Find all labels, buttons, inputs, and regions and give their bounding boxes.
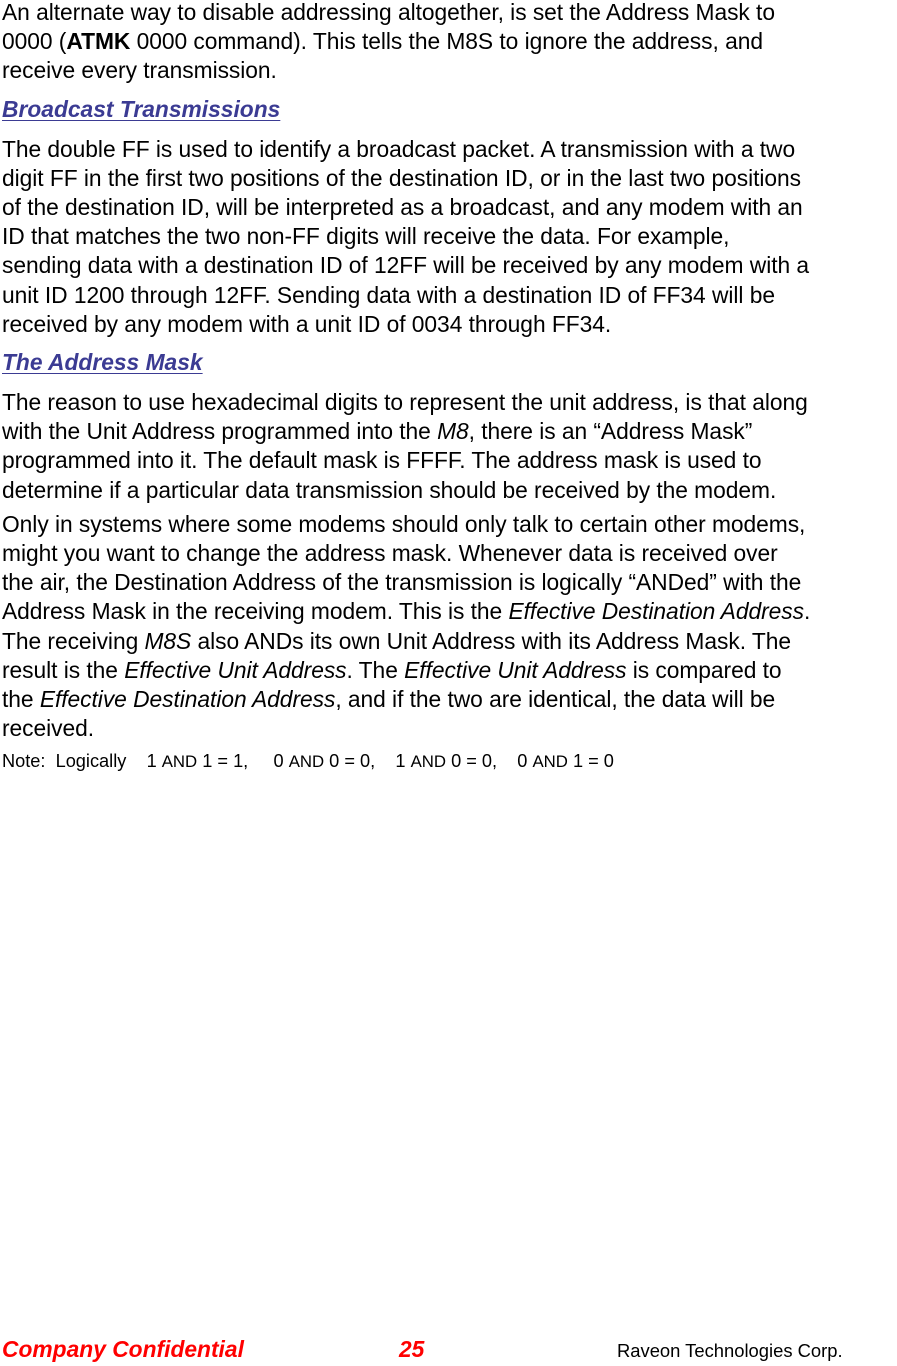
footer-company-name: Raveon Technologies Corp. (617, 1340, 843, 1361)
intro-line-3: receive every transmission. (2, 57, 277, 84)
intro-line-1: An alternate way to disable addressing altogether, is set the Address Mask to (2, 0, 775, 25)
mask2-line-6c: is compared to (626, 656, 782, 683)
note-expr-2b: 0 = 0, (324, 751, 396, 772)
document-body (2, 0, 897, 774)
mask2-line-7b: , and if the two are identical, the data will be (335, 686, 776, 713)
page-footer (0, 1336, 897, 1366)
mask2-line-8: received. (2, 715, 95, 742)
note-expr-3a: 1 (395, 751, 411, 772)
mask1-line-4: determine if a particular data transmission should be received by the modem. (2, 476, 777, 503)
mask2-line-2: might you want to change the address mask. Whenever data is received over (2, 540, 778, 567)
paragraph-broadcast (2, 135, 897, 339)
note-op-1: AND (161, 752, 198, 772)
broadcast-line-4: ID that matches the two non-FF digits will receive the data. For example, (2, 223, 730, 250)
note-op-2: AND (288, 752, 325, 772)
mask1-line-3: programmed into it. The default mask is FFFF. The address mask is used to (2, 447, 762, 474)
broadcast-line-1: The double FF is used to identify a broadcast packet. A transmission with a two (2, 135, 796, 162)
mask2-line-7a: the (2, 686, 40, 713)
note-prefix: Note: Logically (2, 751, 147, 772)
heading-broadcast-transmissions: Broadcast Transmissions (2, 95, 281, 122)
m8-italic: M8 (437, 418, 469, 445)
mask2-line-3: the air, the Destination Address of the transmission is logically “ANDed” with the (2, 569, 802, 596)
mask1-line-2a: with the Unit Address programmed into the (2, 418, 438, 445)
effective-unit-address-italic-2: Effective Unit Address (404, 656, 627, 683)
note-expr-4a: 0 (517, 751, 533, 772)
effective-destination-address-italic: Effective Destination Address (508, 598, 804, 625)
paragraph-intro (2, 0, 897, 86)
mask2-line-6b: . The (346, 656, 405, 683)
effective-destination-address-italic-2: Effective Destination Address (39, 686, 336, 713)
mask2-line-5a: The receiving (2, 627, 145, 654)
paragraph-mask-1 (2, 388, 897, 505)
note-op-4: AND (532, 752, 568, 772)
note-expr-4b: 1 = 0 (567, 751, 614, 772)
footer-company-confidential: Company Confidential (2, 1336, 244, 1362)
effective-unit-address-italic-1: Effective Unit Address (124, 656, 347, 683)
broadcast-line-3: of the destination ID, will be interpreted as a broadcast, and any modem with an (2, 194, 803, 221)
note-expr-2a: 0 (273, 751, 289, 772)
broadcast-line-7: received by any modem with a unit ID of 0034 through FF34. (2, 310, 612, 337)
note-op-3: AND (410, 752, 447, 772)
mask2-line-6a: result is the (2, 656, 125, 683)
mask2-line-4b: . (803, 598, 811, 625)
mask1-line-1: The reason to use hexadecimal digits to represent the unit address, is that along (2, 389, 808, 416)
intro-line-2b: 0000 command). This tells the M8S to ignore the address, and (130, 28, 763, 55)
heading-address-mask: The Address Mask (2, 349, 203, 376)
broadcast-line-2: digit FF in the first two positions of the destination ID, or in the last two positions (2, 164, 801, 191)
logic-note (2, 749, 897, 774)
atmk-command: ATMK (66, 28, 131, 55)
mask2-line-5b: also ANDs its own Unit Address with its Address Mask. The (191, 627, 791, 654)
broadcast-line-6: unit ID 1200 through 12FF. Sending data with a destination ID of FF34 will be (2, 281, 775, 308)
mask2-line-1: Only in systems where some modems should only talk to certain other modems, (2, 510, 806, 537)
m8s-italic: M8S (144, 627, 192, 654)
intro-line-2a: 0000 ( (2, 28, 67, 55)
note-expr-1a: 1 (146, 751, 162, 772)
footer-page-number: 25 (399, 1336, 425, 1362)
note-expr-1b: 1 = 1, (197, 751, 274, 772)
paragraph-mask-2 (2, 510, 897, 744)
broadcast-line-5: sending data with a destination ID of 12FF will be received by any modem with a (2, 252, 810, 279)
mask1-line-2b: , there is an “Address Mask” (468, 418, 753, 445)
note-expr-3b: 0 = 0, (446, 751, 518, 772)
mask2-line-4a: Address Mask in the receiving modem. This is the (2, 598, 509, 625)
